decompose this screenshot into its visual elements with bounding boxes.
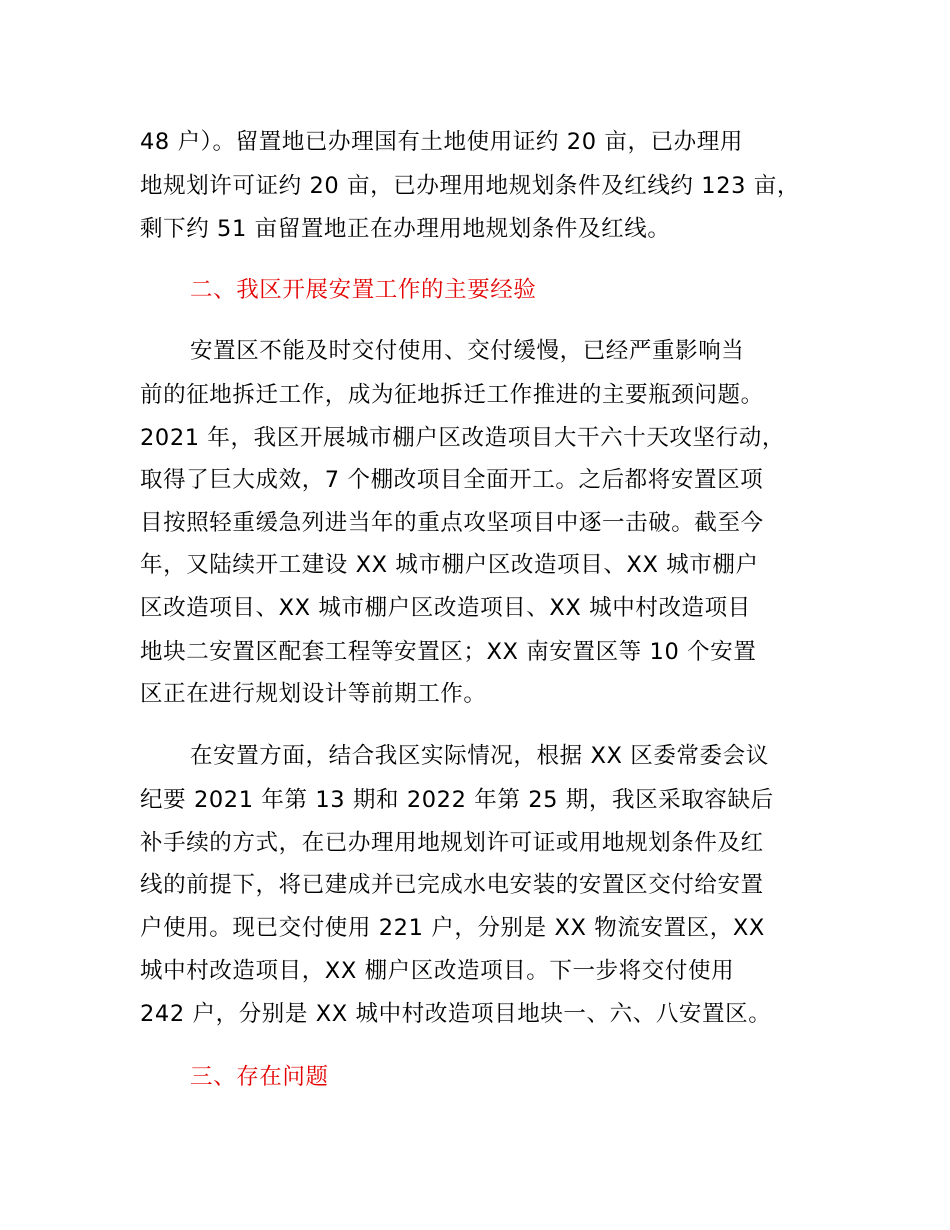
paragraph-2-line-5: 目按照轻重缓急列进当年的重点攻坚项目中逐一击破。截至今 bbox=[140, 510, 764, 536]
paragraph-2-line-7: 区改造项目、XX 城市棚户区改造项目、XX 城中村改造项目 bbox=[140, 595, 751, 621]
section-heading-2: 二、我区开展安置工作的主要经验 bbox=[190, 277, 537, 303]
paragraph-3-line-6: 城中村改造项目，XX 棚户区改造项目。下一步将交付使用 bbox=[140, 958, 735, 984]
paragraph-2-line-2: 前的征地拆迁工作，成为征地拆迁工作推进的主要瓶颈问题。 bbox=[140, 382, 764, 408]
paragraph-2-line-1: 安置区不能及时交付使用、交付缓慢，已经严重影响当 bbox=[190, 338, 745, 364]
paragraph-2-line-6: 年，又陆续开工建设 XX 城市棚户区改造项目、XX 城市棚户 bbox=[140, 552, 759, 578]
section-heading-3: 三、存在问题 bbox=[190, 1064, 329, 1090]
paragraph-1-line-1: 48 户）。留置地已办理国有土地使用证约 20 亩，已办理用 bbox=[140, 129, 743, 155]
paragraph-1-line-2: 地规划许可证约 20 亩，已办理用地规划条件及红线约 123 亩， bbox=[140, 173, 800, 199]
paragraph-2-line-3: 2021 年，我区开展城市棚户区改造项目大干六十天攻坚行动， bbox=[140, 425, 785, 451]
paragraph-1-line-3: 剩下约 51 亩留置地正在办理用地规划条件及红线。 bbox=[140, 216, 671, 242]
paragraph-3-line-2: 纪要 2021 年第 13 期和 2022 年第 25 期，我区采取容缺后 bbox=[140, 787, 774, 813]
paragraph-3-line-7: 242 户，分别是 XX 城中村改造项目地块一、六、八安置区。 bbox=[140, 1001, 772, 1027]
paragraph-2-line-8: 地块二安置区配套工程等安置区；XX 南安置区等 10 个安置 bbox=[140, 639, 757, 665]
paragraph-3-line-5: 户使用。现已交付使用 221 户，分别是 XX 物流安置区，XX bbox=[140, 915, 765, 941]
paragraph-3-line-4: 线的前提下，将已建成并已完成水电安装的安置区交付给安置 bbox=[140, 872, 764, 898]
paragraph-3-line-1: 在安置方面，结合我区实际情况，根据 XX 区委常委会议 bbox=[190, 743, 769, 769]
paragraph-3-line-3: 补手续的方式，在已办理用地规划许可证或用地规划条件及红 bbox=[140, 830, 764, 856]
paragraph-2-line-9: 区正在进行规划设计等前期工作。 bbox=[140, 681, 487, 707]
paragraph-2-line-4: 取得了巨大成效，7 个棚改项目全面开工。之后都将安置区项 bbox=[140, 467, 764, 493]
